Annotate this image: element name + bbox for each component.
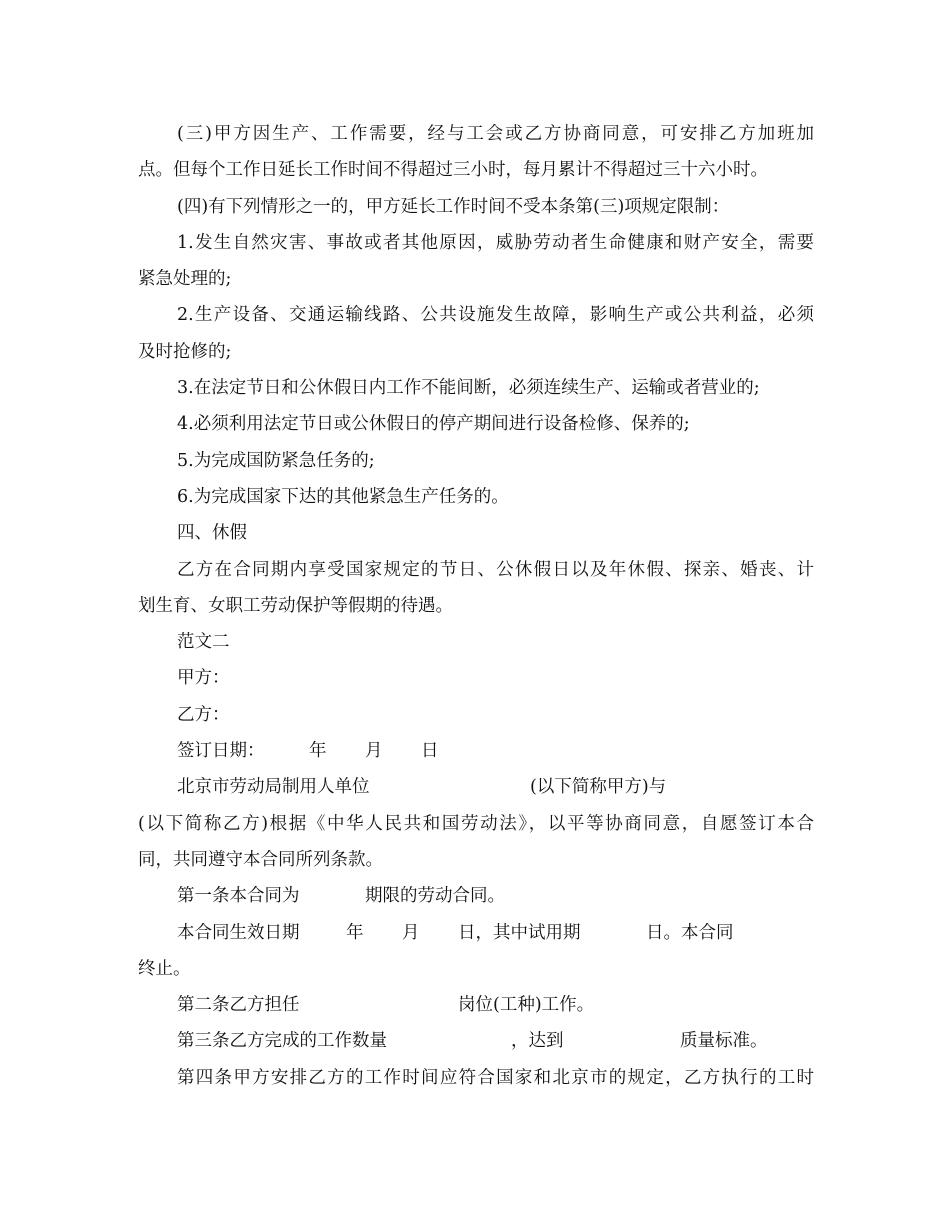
item-1-line-1 (138, 225, 814, 261)
paragraph-text: 划生育、女职工劳动保护等假期的待遇。 (138, 595, 453, 616)
item-2-line-1 (138, 297, 814, 333)
party-a-label: 甲方： (177, 668, 230, 689)
article-2-part-1: 第二条乙方担任 (177, 995, 300, 1016)
heading-text: 四、休假 (177, 523, 247, 544)
paragraph-text: (以下简称乙方)根据《中华人民共和国劳动法》，以平等协商同意，自愿签订本合 (138, 813, 814, 834)
paragraph-text: 及时抢修的; (138, 341, 232, 362)
party-a-line (138, 660, 814, 696)
section-heading-leave (138, 515, 814, 551)
paragraph-text: (四)有下列情形之一的，甲方延长工作时间不受本条第(三)项规定限制： (177, 196, 730, 217)
article-1-line (138, 878, 814, 914)
sign-date-month: 月 (365, 741, 383, 762)
item-6-line (138, 479, 814, 515)
paragraph-text: 5.为完成国防紧急任务的; (177, 450, 375, 471)
sign-date-line (138, 733, 814, 769)
paragraph-text: 紧急处理的; (138, 269, 232, 290)
paragraph-text: 乙方在合同期内享受国家规定的节日、公休假日以及年休假、探亲、婚丧、计 (177, 559, 814, 580)
intro-part-2: (以下简称甲方)与 (530, 777, 667, 798)
article-4-line-1 (138, 1060, 814, 1096)
article-2-part-2: 岗位(工种)工作。 (458, 995, 595, 1016)
item-4-line (138, 406, 814, 442)
paragraph-text: 6.为完成国家下达的其他紧急生产任务的。 (177, 486, 509, 507)
article-2-line (138, 987, 814, 1023)
party-b-label: 乙方： (177, 704, 230, 725)
paragraph-text: 2.生产设备、交通运输线路、公共设施发生故障，影响生产或公共利益，必须 (177, 305, 814, 326)
intro-line-3 (138, 842, 814, 878)
clause-3-line-2 (138, 152, 814, 188)
article-1-part-1: 第一条本合同为 (177, 886, 300, 907)
leave-line-1 (138, 552, 814, 588)
sample-heading (138, 624, 814, 660)
sign-date-day: 日 (421, 741, 439, 762)
intro-line-2 (138, 806, 814, 842)
heading-text: 范文二 (177, 632, 230, 653)
paragraph-text: 4.必须利用法定节日或公休假日的停产期间进行设备检修、保养的; (177, 414, 690, 435)
effective-month: 月 (402, 922, 420, 943)
article-1-part-2: 期限的劳动合同。 (365, 886, 505, 907)
paragraph-text: 终止。 (138, 958, 191, 979)
item-3-line (138, 370, 814, 406)
paragraph-text: 同，共同遵守本合同所列条款。 (138, 849, 383, 870)
sign-date-year: 年 (309, 741, 327, 762)
article-3-line (138, 1023, 814, 1059)
effective-part-1: 本合同生效日期 (177, 922, 300, 943)
effective-part-3: 日。本合同 (646, 922, 734, 943)
article-3-part-1: 第三条乙方完成的工作数量 (177, 1031, 387, 1052)
paragraph-text: 1.发生自然灾害、事故或者其他原因，威胁劳动者生命健康和财产安全，需要 (177, 232, 814, 253)
article-3-part-3: 质量标准。 (680, 1031, 768, 1052)
paragraph-text: 点。但每个工作日延长工作时间不得超过三小时，每月累计不得超过三十六小时。 (138, 160, 768, 181)
intro-line-1 (138, 769, 814, 805)
clause-3-line-1 (138, 116, 814, 152)
paragraph-text: 3.在法定节日和公休假日内工作不能间断，必须连续生产、运输或者营业的; (177, 378, 760, 399)
effective-part-2: 日，其中试用期 (458, 922, 581, 943)
paragraph-text: 第四条甲方安排乙方的工作时间应符合国家和北京市的规定，乙方执行的工时 (177, 1067, 814, 1088)
clause-4-line (138, 189, 814, 225)
leave-line-2 (138, 588, 814, 624)
document-body (138, 116, 814, 1096)
item-5-line (138, 443, 814, 479)
effective-year: 年 (346, 922, 364, 943)
effective-line-1 (138, 915, 814, 951)
intro-part-1: 北京市劳动局制用人单位 (177, 777, 370, 798)
sign-date-label: 签订日期： (177, 741, 265, 762)
item-2-line-2 (138, 334, 814, 370)
item-1-line-2 (138, 261, 814, 297)
article-3-part-2: ，达到 (511, 1031, 564, 1052)
paragraph-text: (三)甲方因生产、工作需要，经与工会或乙方协商同意，可安排乙方加班加 (177, 124, 814, 144)
effective-line-2 (138, 951, 814, 987)
party-b-line (138, 697, 814, 733)
